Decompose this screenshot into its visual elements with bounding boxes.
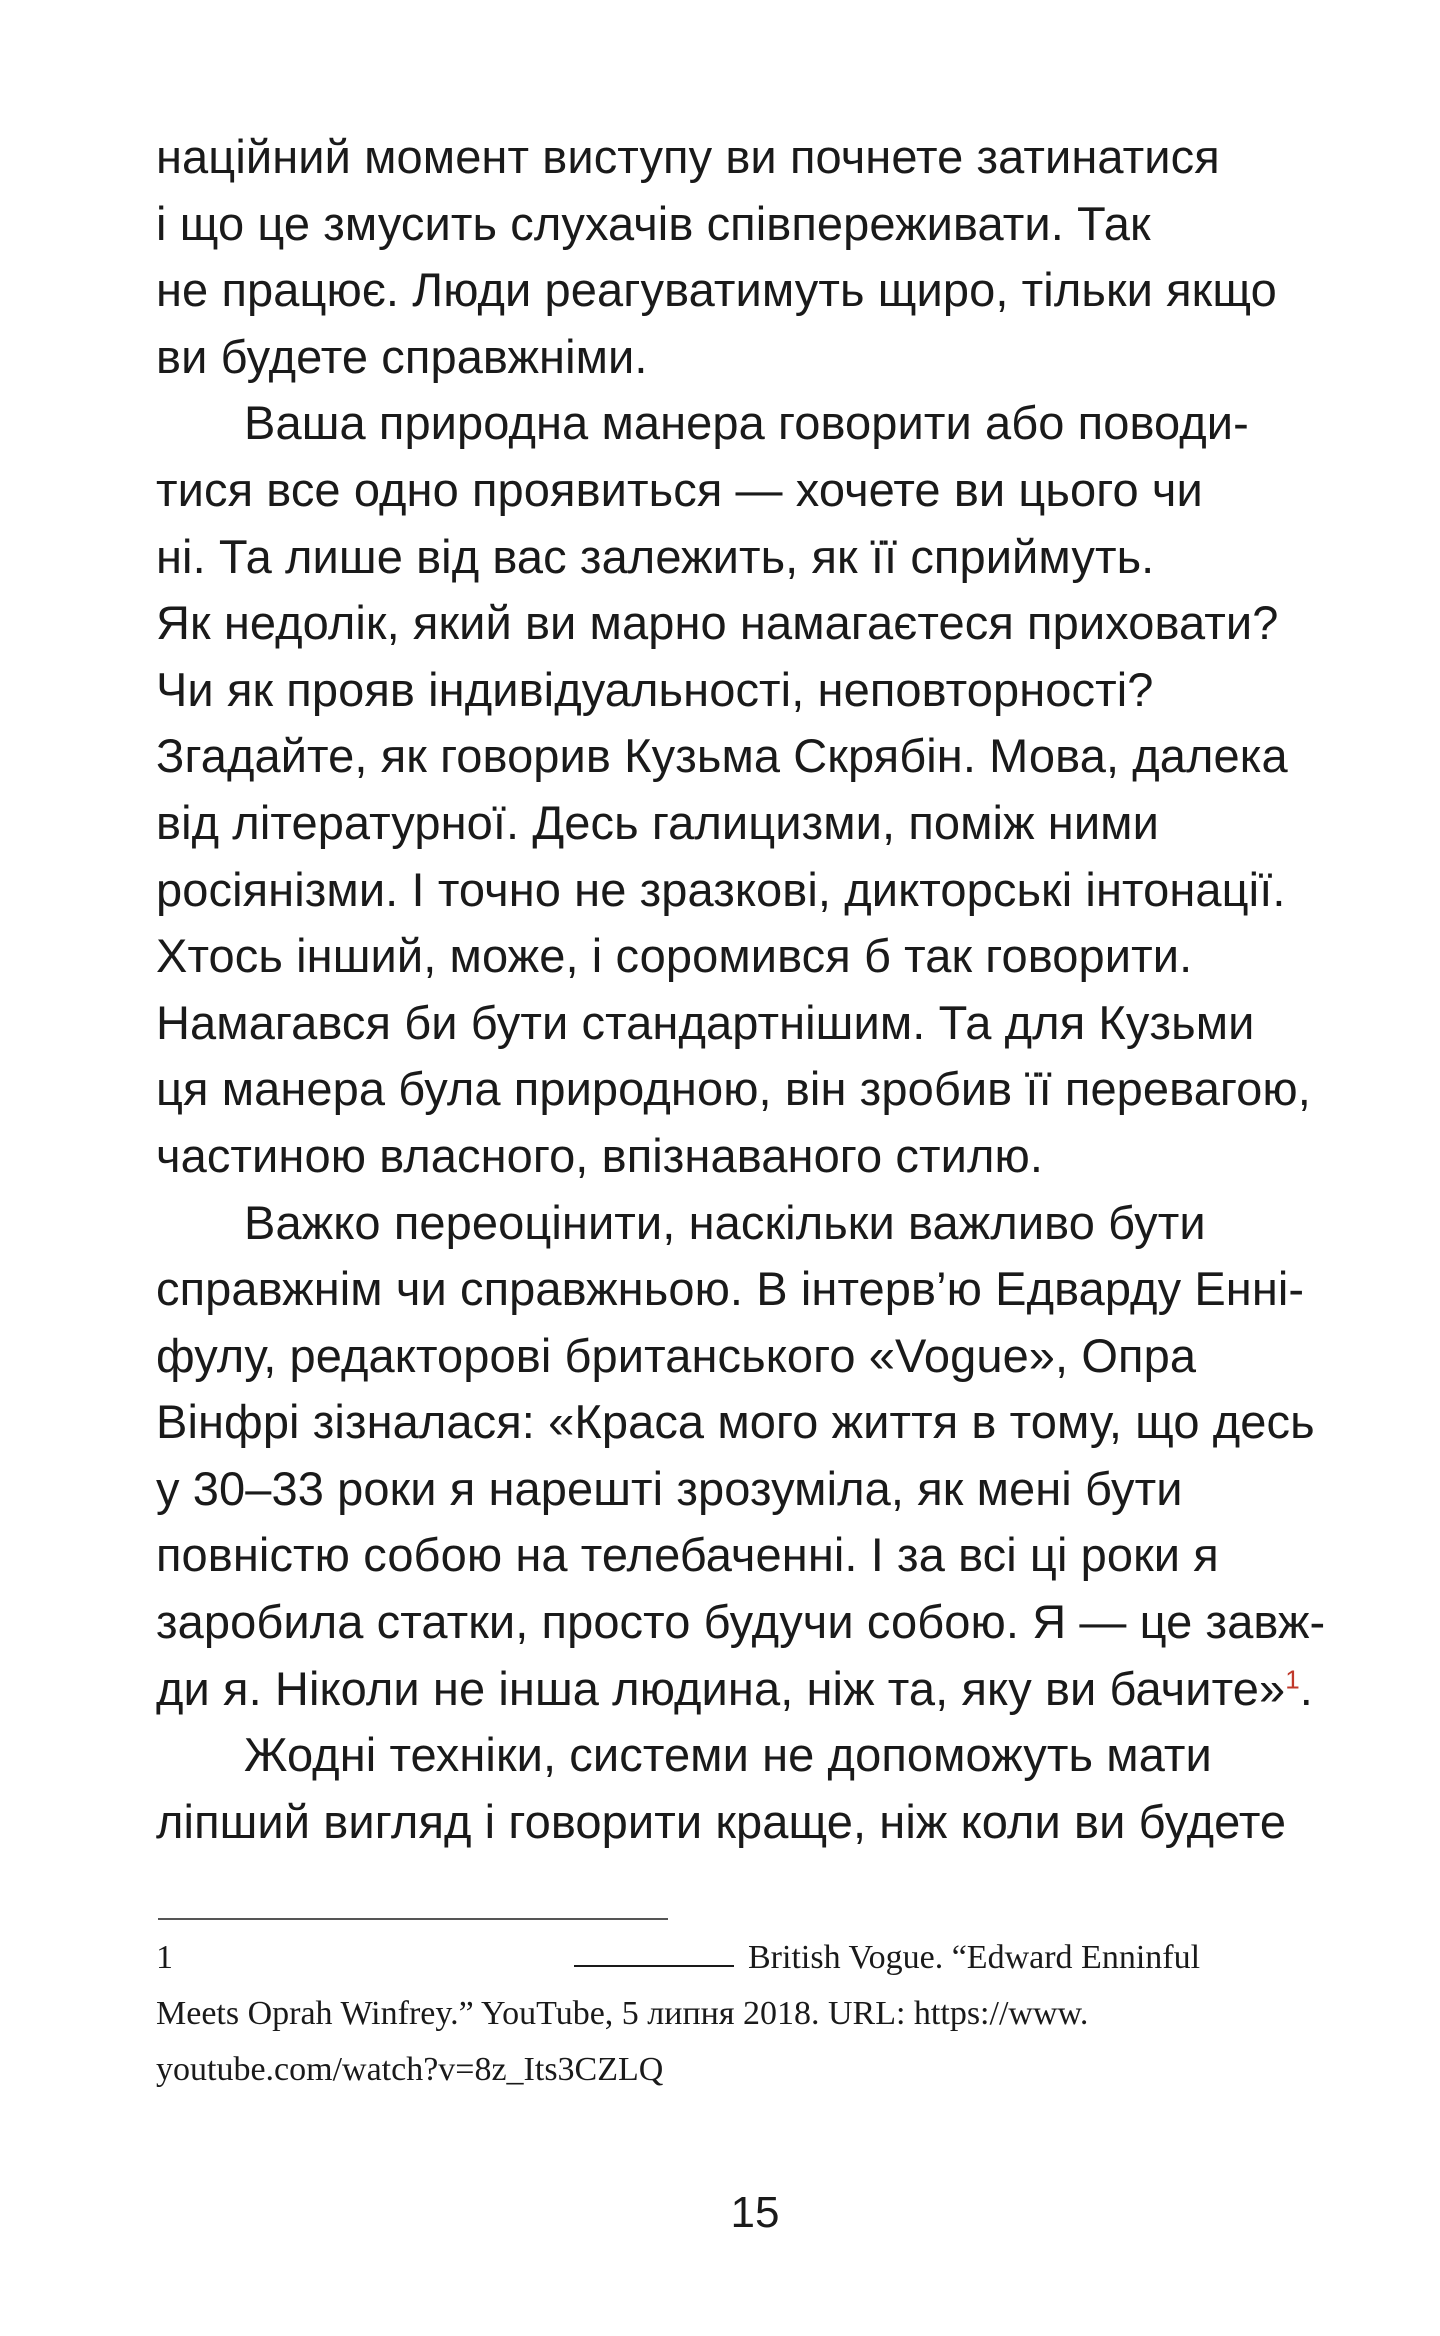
text-line: від літературної. Десь галицизми, поміж ними (156, 795, 1159, 849)
text-line: Намагався би бути стандартнішим. Та для Кузьми (156, 995, 1255, 1049)
page-number: 15 (730, 2188, 780, 2237)
paragraph-start-line: Важко переоцінити, наскільки важливо бути (244, 1195, 1206, 1249)
footnote-text: British Vogue. “Edward Enninful (748, 1939, 1201, 1976)
text-line: частиною власного, впізнаваного стилю. (156, 1128, 1044, 1182)
footnote (156, 1930, 1356, 2098)
text-line-content: ди я. Ніколи не інша людина, ніж та, яку ви бачите» (156, 1661, 1286, 1715)
text-line: не працює. Люди реагуватимуть щиро, тільки якщо (156, 263, 1277, 317)
trailing-period: . (1299, 1661, 1313, 1715)
text-line-with-footnote (156, 1656, 1356, 1723)
text-line: і що це змусить слухачів співпереживати. Так (156, 196, 1151, 250)
footnote-line: Meets Oprah Winfrey.” YouTube, 5 липня 2018. URL: https://www. (156, 1995, 1089, 2032)
text-line: наційний момент виступу ви почнете затинатися (156, 130, 1220, 183)
text-line: ні. Та лише від вас залежить, як її сприймуть. (156, 529, 1155, 583)
text-line: Згадайте, як говорив Кузьма Скрябін. Мова, далека (156, 729, 1288, 783)
text-line: росіянізми. І точно не зразкові, дикторські інтонації. (156, 862, 1286, 916)
text-line: фулу, редакторові британського «Vogue», Опра (156, 1328, 1197, 1382)
text-line: повністю собою на телебаченні. І за всі ці роки я (156, 1528, 1219, 1582)
text-line: ліпший вигляд і говорити краще, ніж коли ви будете (156, 1794, 1287, 1848)
text-line: тися все одно проявиться — хочете ви цього чи (156, 462, 1203, 516)
text-line: Вінфрі зізналася: «Краса мого життя в тому, що десь (156, 1395, 1315, 1449)
text-line: ця манера була природною, він зробив її перевагою, (156, 1062, 1311, 1116)
paragraph-start-line: Ваша природна манера говорити або поводи- (244, 396, 1249, 450)
text-line: Як недолік, який ви марно намагаєтеся приховати? (156, 596, 1279, 650)
text-line: Хтось інший, може, і соромився б так говорити. (156, 929, 1193, 983)
footnote-line (156, 1930, 1356, 1986)
paragraph-start-line: Жодні техніки, системи не допоможуть мати (244, 1728, 1212, 1782)
footnote-author-dash (574, 1965, 734, 1967)
body-text (156, 124, 1356, 1855)
text-line: заробила статки, просто будучи собою. Я — це завж- (156, 1595, 1326, 1649)
footnote-line: youtube.com/watch?v=8z_Its3CZLQ (156, 2051, 664, 2088)
footnote-reference[interactable]: 1 (1285, 1664, 1300, 1694)
text-line: ви будете справжніми. (156, 329, 648, 383)
footnote-number: 1 (156, 1939, 173, 1976)
text-line: справжнім чи справжньою. В інтерв’ю Едварду Енні- (156, 1262, 1305, 1316)
footnote-separator (158, 1918, 668, 1920)
text-line: у 30–33 роки я нарешті зрозуміла, як мені бути (156, 1461, 1183, 1515)
text-line: Чи як прояв індивідуальності, неповторності? (156, 662, 1154, 716)
